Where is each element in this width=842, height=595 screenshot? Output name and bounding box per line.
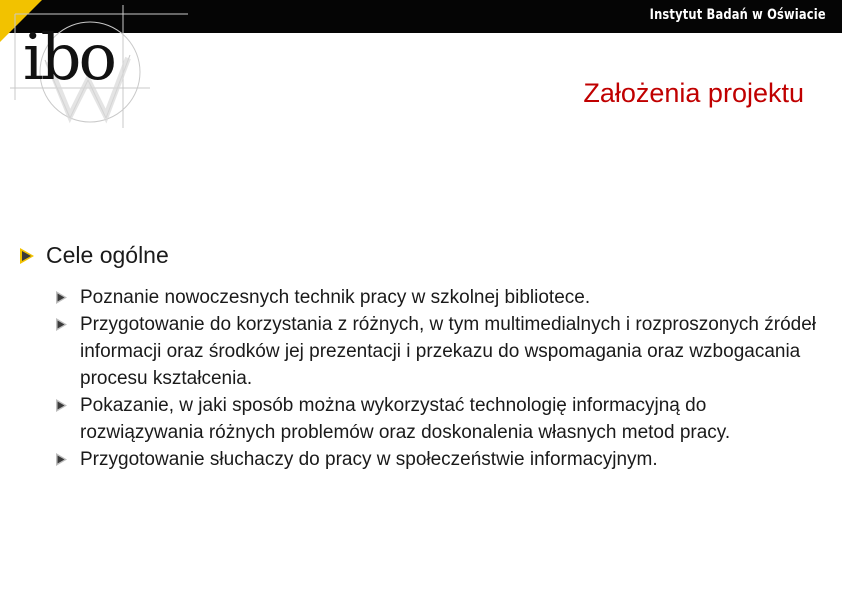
list-item-text: Pokazanie, w jaki sposób można wykorzystać technologię informacyjną do rozwiązywania różnych problemów oraz doskonalenia własnych metod pracy. — [80, 395, 731, 443]
ibo-logo — [0, 0, 190, 135]
bullet-arrow-icon — [56, 291, 67, 304]
list-item — [80, 446, 820, 473]
slide-title: Założenia projektu — [583, 78, 804, 108]
bullet-arrow-icon — [56, 453, 67, 466]
list-item — [80, 311, 820, 392]
organization-name: Instytut Badań w Oświacie — [649, 7, 826, 23]
list-item — [80, 284, 820, 311]
logo-text: ibo — [23, 21, 114, 95]
bullet-arrow-icon — [56, 318, 67, 331]
list-item-text: Poznanie nowoczesnych technik pracy w szkolnej bibliotece. — [80, 287, 591, 308]
list-item — [80, 392, 820, 446]
list-item-text: Przygotowanie słuchaczy do pracy w społeczeństwie informacyjnym. — [80, 449, 658, 470]
section-heading: Cele ogólne — [46, 242, 169, 268]
list-item-text: Przygotowanie do korzystania z różnych, w tym multimedialnych i rozproszonych źródeł informacji oraz środków jej prezentacji i przekazu do wspomagania oraz wzbogacania procesu kształcenia. — [80, 314, 817, 389]
bullet-arrow-icon — [56, 399, 67, 412]
bullet-arrow-icon — [20, 248, 34, 264]
goals-list — [80, 284, 820, 473]
